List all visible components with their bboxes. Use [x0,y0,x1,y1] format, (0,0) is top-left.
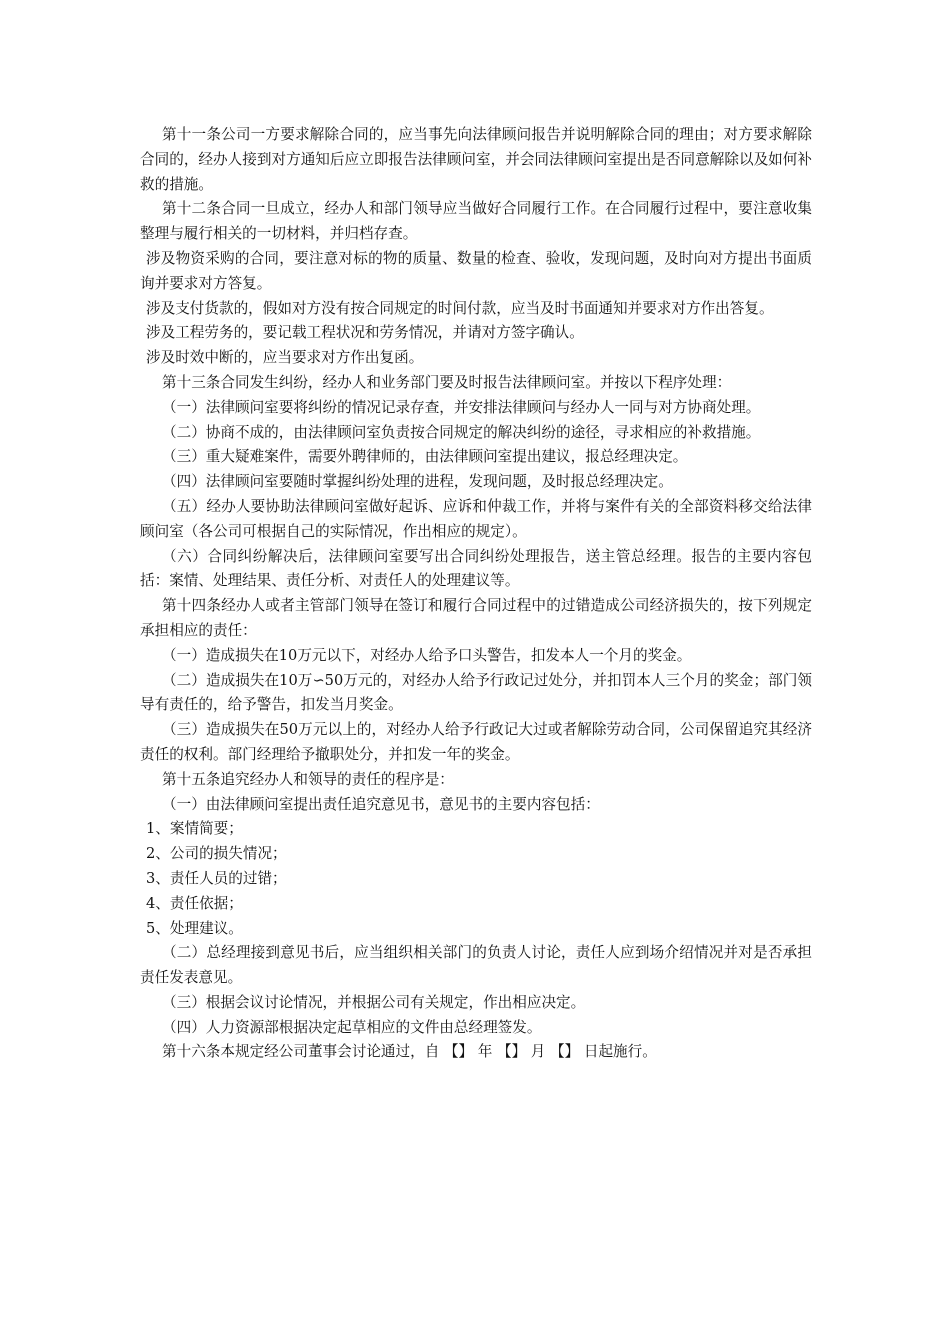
list-item: 1、案情简要； [146,820,243,838]
paragraph: （二）造成损失在10万∽50万元的，对经办人给予行政记过处分，并扣罚本人三个月的奖金；部门领导有责任的，给予警告，扣发当月奖金。 [140,671,812,714]
paragraph: 第十六条本规定经公司董事会讨论通过，自 【】 年 【】 月 【】 日起施行。 [162,1043,657,1061]
paragraph: （四）法律顾问室要随时掌握纠纷处理的进程，发现问题，及时报总经理决定。 [162,473,673,491]
paragraph: 第十一条公司一方要求解除合同的，应当事先向法律顾问报告并说明解除合同的理由；对方要求解除合同的，经办人接到对方通知后应立即报告法律顾问室，并会同法律顾问室提出是否同意解除以及如何补救的措施。 [140,126,812,193]
list-item: 5、处理建议。 [146,919,243,937]
paragraph: （三）重大疑难案件，需要外聘律师的，由法律顾问室提出建议，报总经理决定。 [162,448,688,466]
paragraph: （四）人力资源部根据决定起草相应的文件由总经理签发。 [162,1018,542,1036]
list-item: 4、责任依据； [146,894,243,912]
list-item: 3、责任人员的过错； [146,869,287,887]
paragraph: 第十二条合同一旦成立，经办人和部门领导应当做好合同履行工作。在合同履行过程中，要注意收集整理与履行相关的一切材料，并归档存查。 [140,200,812,243]
paragraph: 涉及工程劳务的，要记载工程状况和劳务情况，并请对方签字确认。 [146,324,584,342]
paragraph: 第十五条追究经办人和领导的责任的程序是： [162,770,454,788]
paragraph: 涉及时效中断的，应当要求对方作出复函。 [146,349,424,367]
paragraph: 第十四条经办人或者主管部门领导在签订和履行合同过程中的过错造成公司经济损失的，按下列规定承担相应的责任： [140,597,812,639]
paragraph: 涉及支付货款的，假如对方没有按合同规定的时间付款，应当及时书面通知并要求对方作出答复。 [146,299,774,317]
paragraph: 第十三条合同发生纠纷，经办人和业务部门要及时报告法律顾问室。并按以下程序处理： [162,373,732,391]
list-item: 2、公司的损失情况； [146,845,287,863]
document-body [140,123,812,1065]
paragraph: （一）造成损失在10万元以下，对经办人给予口头警告，扣发本人一个月的奖金。 [162,646,692,664]
paragraph: （二）协商不成的，由法律顾问室负责按合同规定的解决纠纷的途径，寻求相应的补救措施。 [162,423,761,441]
paragraph: （二）总经理接到意见书后，应当组织相关部门的负责人讨论，责任人应到场介绍情况并对是否承担责任发表意见。 [140,944,812,987]
paragraph: （五）经办人要协助法律顾问室做好起诉、应诉和仲裁工作，并将与案件有关的全部资料移交给法律顾问室（各公司可根据自己的实际情况，作出相应的规定）。 [140,497,812,540]
paragraph: 涉及物资采购的合同，要注意对标的物的质量、数量的检查、验收，发现问题，及时向对方提出书面质询并要求对方答复。 [140,249,812,292]
paragraph: （六）合同纠纷解决后，法律顾问室要写出合同纠纷处理报告，送主管总经理。报告的主要内容包括：案情、处理结果、责任分析、对责任人的处理建议等。 [140,547,812,590]
paragraph: （一）法律顾问室要将纠纷的情况记录存查，并安排法律顾问与经办人一同与对方协商处理。 [162,398,761,416]
paragraph: （三）根据会议讨论情况，并根据公司有关规定，作出相应决定。 [162,993,586,1011]
paragraph: （一）由法律顾问室提出责任追究意见书，意见书的主要内容包括： [162,795,600,813]
paragraph: （三）造成损失在50万元以上的，对经办人给予行政记大过或者解除劳动合同，公司保留追究其经济责任的权利。部门经理给予撤职处分，并扣发一年的奖金。 [140,721,812,763]
